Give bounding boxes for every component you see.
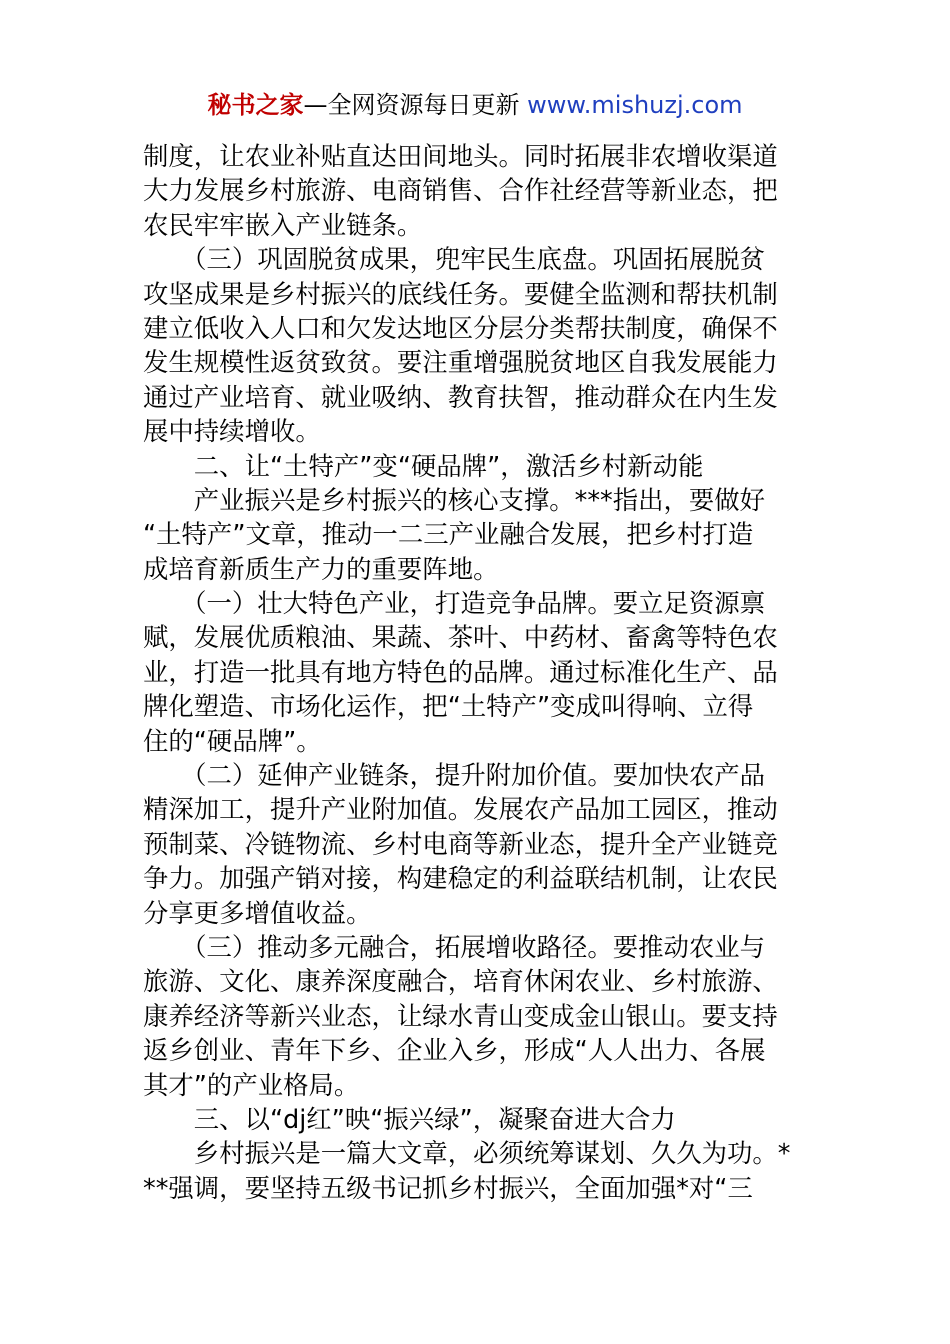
site-url-link[interactable]: www.mishuzj.com — [527, 91, 743, 119]
text-line: 农民牢牢嵌入产业链条。 — [143, 209, 423, 240]
text-line: 产业振兴是乡村振兴的核心支撑。***指出，要做好 — [143, 484, 766, 515]
text-line: （三）巩固脱贫成果，兜牢民生底盘。巩固拓展脱贫 — [143, 244, 766, 275]
text-line: 争力。加强产销对接，构建稳定的利益联结机制，让农民 — [143, 863, 778, 894]
text-line: 牌化塑造、市场化运作，把“土特产”变成叫得响、立得 — [143, 691, 754, 722]
text-line: 攻坚成果是乡村振兴的底线任务。要健全监测和帮扶机制 — [143, 278, 778, 309]
text-line: 乡村振兴是一篇大文章，必须统筹谋划、久久为功。* — [143, 1138, 791, 1169]
text-line: 预制菜、冷链物流、乡村电商等新业态，提升全产业链竞 — [143, 828, 778, 859]
text-line: “土特产”文章，推动一二三产业融合发展，把乡村打造 — [143, 519, 754, 550]
text-line: 康养经济等新兴业态，让绿水青山变成金山银山。要支持 — [143, 1000, 778, 1031]
text-line: 成培育新质生产力的重要阵地。 — [143, 553, 499, 584]
text-line: 制度，让农业补贴直达田间地头。同时拓展非农增收渠道 — [143, 141, 778, 171]
text-line: 赋，发展优质粮油、果蔬、茶叶、中药材、畜禽等特色农 — [143, 622, 778, 653]
text-line: 住的“硬品牌”。 — [143, 725, 322, 756]
text-line: 通过产业培育、就业吸纳、教育扶智，推动群众在内生发 — [143, 381, 778, 412]
page-header — [0, 86, 950, 124]
text-line: 其才”的产业格局。 — [143, 1069, 360, 1100]
header-tagline: —全网资源每日更新 — [303, 91, 528, 119]
text-line: （二）延伸产业链条，提升附加价值。要加快农产品 — [143, 760, 766, 791]
brand-name: 秘书之家 — [207, 91, 304, 119]
text-line: （三）推动多元融合，拓展增收路径。要推动农业与 — [143, 931, 766, 962]
text-line: （一）壮大特色产业，打造竞争品牌。要立足资源禀 — [143, 588, 766, 619]
section-heading: 二、让“土特产”变“硬品牌”，激活乡村新动能 — [143, 450, 704, 481]
text-line: 建立低收入人口和欠发达地区分层分类帮扶制度，确保不 — [143, 312, 778, 343]
text-line: 业，打造一批具有地方特色的品牌。通过标准化生产、品 — [143, 656, 778, 687]
text-line: 旅游、文化、康养深度融合，培育休闲农业、乡村旅游、 — [143, 966, 778, 997]
text-line: **强调，要坚持五级书记抓乡村振兴，全面加强*对“三 — [143, 1172, 753, 1203]
text-line: 大力发展乡村旅游、电商销售、合作社经营等新业态，把 — [143, 175, 778, 206]
text-line: 分享更多增值收益。 — [143, 897, 372, 928]
text-line: 发生规模性返贫致贫。要注重增强脱贫地区自我发展能力 — [143, 347, 778, 378]
text-line: 精深加工，提升产业附加值。发展农产品加工园区，推动 — [143, 794, 778, 825]
section-heading: 三、以“dj红”映“振兴绿”，凝聚奋进大合力 — [143, 1103, 676, 1134]
document-body — [143, 139, 808, 1205]
text-line: 展中持续增收。 — [143, 416, 321, 447]
text-line: 返乡创业、青年下乡、企业入乡，形成“人人出力、各展 — [143, 1035, 766, 1066]
